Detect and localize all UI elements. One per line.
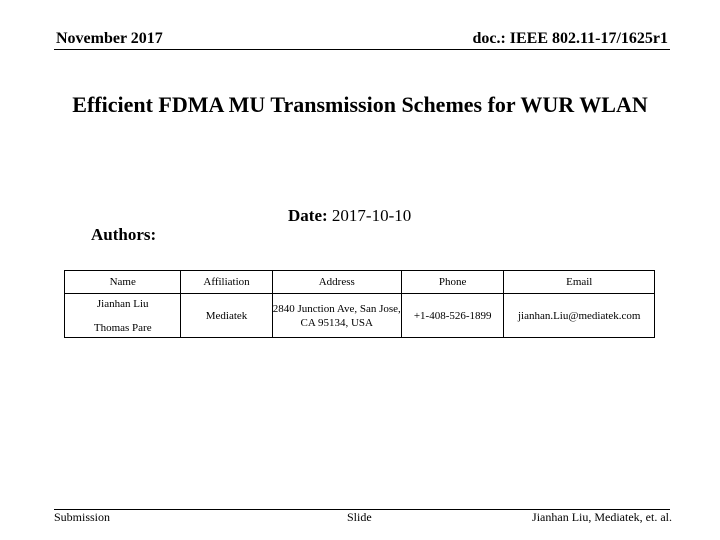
slide-title: Efficient FDMA MU Transmission Schemes for WUR WLAN [72,92,648,117]
column-header-email: Email [504,271,655,294]
column-header-phone: Phone [401,271,504,294]
table-header-row [65,271,655,294]
footer-author: Jianhan Liu, Mediatek, et. al. [532,510,672,524]
address-cell: 2840 Junction Ave, San Jose, CA 95134, USA [272,294,401,338]
authors-table [64,270,655,338]
affiliation-cell: Mediatek [181,294,272,338]
footer-submission: Submission [54,510,111,524]
date-label: Date: [288,206,328,225]
authors-label: Authors: [91,225,157,244]
footer-slide: Slide [347,510,372,524]
email-cell[interactable]: jianhan.Liu@mediatek.com [504,294,655,338]
header-divider [54,49,670,50]
header-doc-id: doc.: IEEE 802.11-17/1625r1 [472,30,668,47]
column-header-affiliation: Affiliation [181,271,272,294]
phone-cell: +1-408-526-1899 [401,294,504,338]
author-names-cell [65,294,181,338]
date-value: 2017-10-10 [331,206,412,225]
author-name: Jianhan Liu [96,297,149,310]
column-header-name: Name [65,271,181,294]
column-header-address: Address [272,271,401,294]
date-line [288,206,411,226]
author-name: Thomas Pare [93,321,152,334]
header-date: November 2017 [56,30,163,47]
table-row [65,294,655,338]
